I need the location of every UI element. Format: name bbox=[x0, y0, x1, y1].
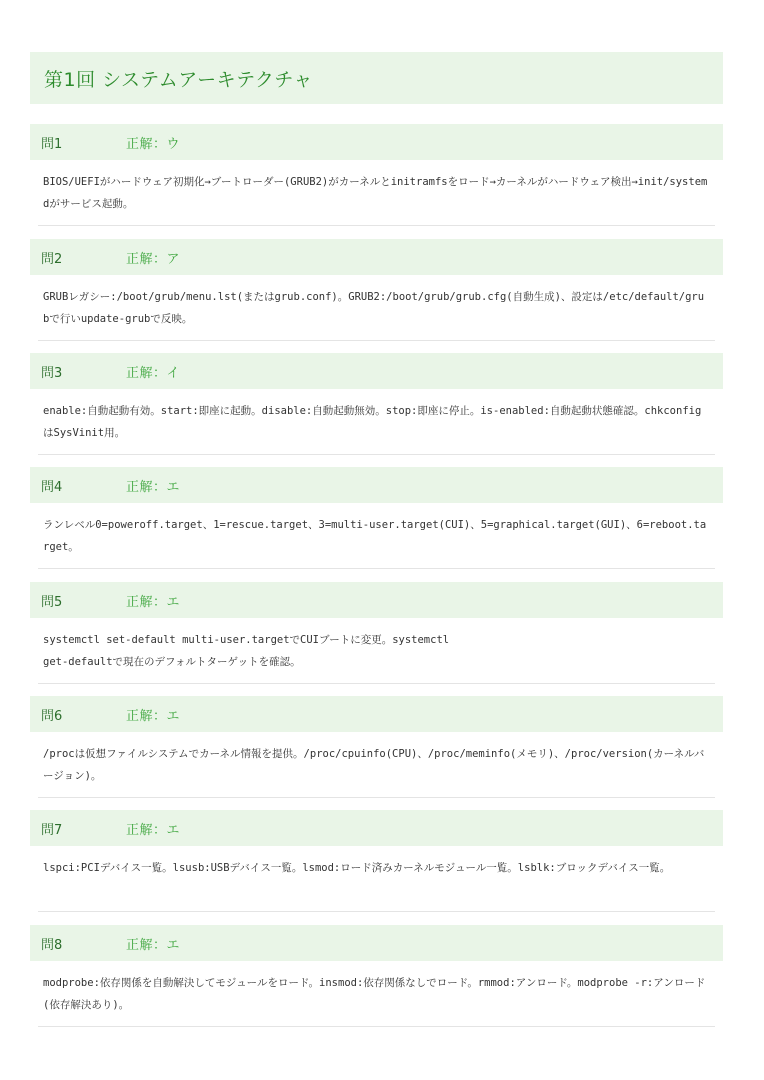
answer-explanation: /procは仮想ファイルシステムでカーネル情報を提供。/proc/cpuinfo(CPU)、/proc/meminfo(メモリ)、/proc/version(カーネルバージョン)。 bbox=[43, 748, 705, 782]
page-title: 第1回 システムアーキテクチャ bbox=[44, 68, 313, 91]
divider bbox=[38, 454, 715, 455]
divider bbox=[38, 1026, 715, 1027]
correct-answer: 正解：エ bbox=[126, 479, 181, 495]
divider bbox=[38, 911, 715, 912]
question-block bbox=[30, 124, 723, 226]
answer-explanation: BIOS/UEFIがハードウェア初期化→ブートローダー(GRUB2)がカーネルとinitramfsをロード→カーネルがハードウェア検出→init/systemdがサービス起動。 bbox=[43, 176, 708, 210]
question-header bbox=[30, 582, 723, 618]
correct-answer: 正解：エ bbox=[126, 594, 181, 610]
correct-answer: 正解：イ bbox=[126, 365, 181, 381]
correct-answer: 正解：ア bbox=[126, 251, 181, 267]
answer-explanation: GRUBレガシー:/boot/grub/menu.lst(またはgrub.conf)。GRUB2:/boot/grub/grub.cfg(自動生成)、設定は/etc/default/grubで行いupdate-grubで反映。 bbox=[43, 291, 705, 325]
question-header bbox=[30, 810, 723, 846]
divider bbox=[38, 340, 715, 341]
divider bbox=[38, 683, 715, 684]
question-number: 問8 bbox=[41, 937, 63, 953]
question-block bbox=[30, 925, 723, 1027]
question-block bbox=[30, 696, 723, 798]
question-header bbox=[30, 467, 723, 503]
question-header bbox=[30, 239, 723, 275]
answer-explanation: systemctl set-default multi-user.targetでCUIブートに変更。systemctl get-defaultで現在のデフォルトターゲットを確認。 bbox=[43, 634, 450, 668]
divider bbox=[38, 797, 715, 798]
question-number: 問3 bbox=[41, 365, 63, 381]
answer-explanation: enable:自動起動有効。start:即座に起動。disable:自動起動無効。stop:即座に停止。is-enabled:自動起動状態確認。chkconfigはSysVinit用。 bbox=[43, 405, 702, 439]
correct-answer: 正解：エ bbox=[126, 937, 181, 953]
divider bbox=[38, 568, 715, 569]
correct-answer: 正解：エ bbox=[126, 822, 181, 838]
question-block bbox=[30, 467, 723, 569]
question-block bbox=[30, 810, 723, 912]
question-number: 問5 bbox=[41, 594, 63, 610]
question-header bbox=[30, 696, 723, 732]
correct-answer: 正解：エ bbox=[126, 708, 181, 724]
question-number: 問4 bbox=[41, 479, 63, 495]
question-number: 問6 bbox=[41, 708, 63, 724]
question-header bbox=[30, 124, 723, 160]
answer-explanation: ランレベル0=poweroff.target、1=rescue.target、3=multi-user.target(CUI)、5=graphical.target(GUI)、6=reboot.target。 bbox=[43, 519, 707, 553]
question-block bbox=[30, 582, 723, 684]
question-number: 問1 bbox=[41, 136, 63, 152]
answer-explanation: modprobe:依存関係を自動解決してモジュールをロード。insmod:依存関係なしでロード。rmmod:アンロード。modprobe -r:アンロード(依存解決あり)。 bbox=[43, 977, 706, 1011]
question-block bbox=[30, 239, 723, 341]
correct-answer: 正解：ウ bbox=[126, 136, 181, 152]
question-header bbox=[30, 925, 723, 961]
divider bbox=[38, 225, 715, 226]
question-header bbox=[30, 353, 723, 389]
title-bar bbox=[30, 52, 723, 104]
question-number: 問7 bbox=[41, 822, 63, 838]
question-number: 問2 bbox=[41, 251, 63, 267]
question-block bbox=[30, 353, 723, 455]
answer-explanation: lspci:PCIデバイス一覧。lsusb:USBデバイス一覧。lsmod:ロード済みカーネルモジュール一覧。lsblk:ブロックデバイス一覧。 bbox=[43, 862, 671, 874]
